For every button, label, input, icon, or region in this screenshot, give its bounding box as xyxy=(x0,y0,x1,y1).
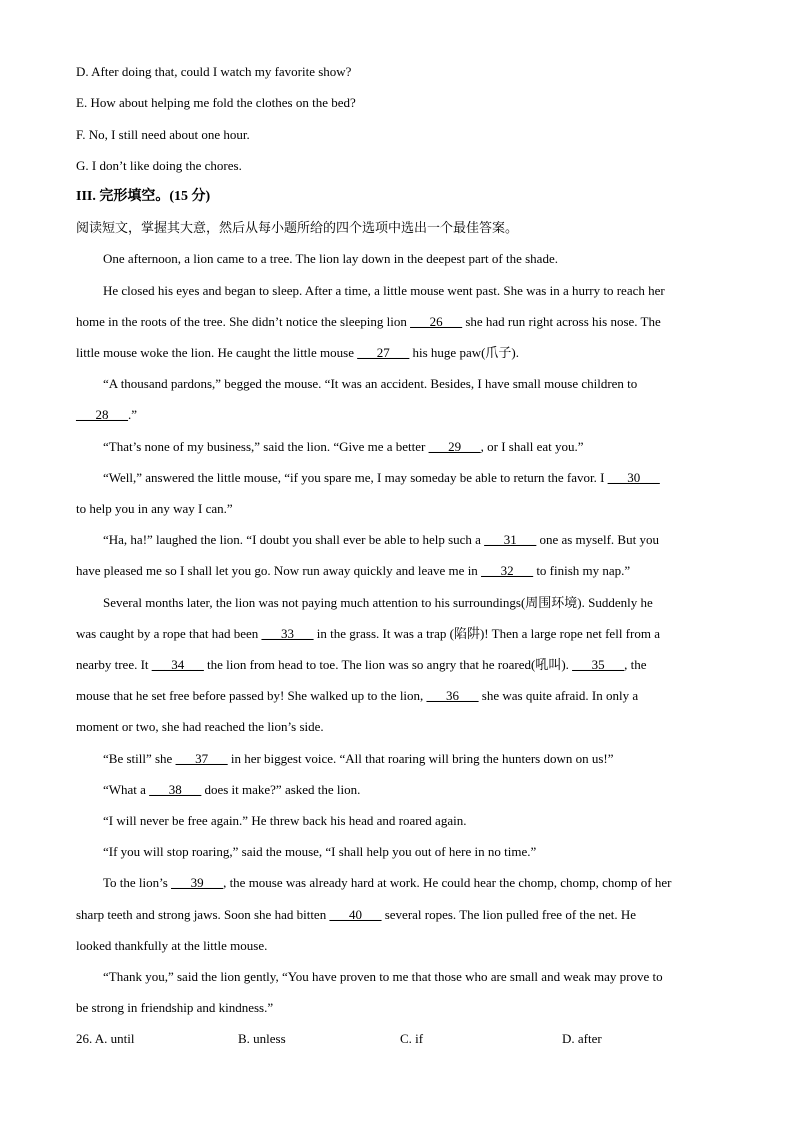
passage-line xyxy=(76,906,636,924)
passage-text: one as myself. But you xyxy=(536,532,659,547)
option-d: D. After doing that, could I watch my favorite show? xyxy=(76,64,352,79)
blank-31: ___31___ xyxy=(484,532,537,547)
blank-29: ___29___ xyxy=(428,439,481,454)
passage-text: in the grass. It was a trap (陷阱)! Then a large rope net fell from a xyxy=(313,626,660,641)
passage-line xyxy=(103,750,614,768)
passage-text: she had run right across his nose. The xyxy=(462,314,661,329)
blank-35: ___35___ xyxy=(572,657,625,672)
passage-text: several ropes. The lion pulled free of the net. He xyxy=(381,907,637,922)
passage-text: nearby tree. It xyxy=(76,657,152,672)
blank-39: ___39___ xyxy=(171,875,224,890)
passage-line: One afternoon, a lion came to a tree. The lion lay down in the deepest part of the shade. xyxy=(103,251,558,266)
passage-line: Several months later, the lion was not paying much attention to his surroundings(周围环境). Suddenly he xyxy=(103,595,653,610)
passage-line: “I will never be free again.” He threw back his head and roared again. xyxy=(103,813,467,828)
passage-line: moment or two, she had reached the lion’s side. xyxy=(76,719,324,734)
passage-line: “Thank you,” said the lion gently, “You have proven to me that those who are small and weak may prove to xyxy=(103,969,663,984)
passage-line: looked thankfully at the little mouse. xyxy=(76,938,268,953)
blank-30: ___30___ xyxy=(607,470,660,485)
blank-33: ___33___ xyxy=(261,626,314,641)
passage-text: mouse that he set free before passed by! She walked up to the lion, xyxy=(76,688,427,703)
passage-line xyxy=(76,656,647,674)
q26-option-b: B. unless xyxy=(238,1031,286,1046)
passage-text: little mouse woke the lion. He caught the little mouse xyxy=(76,345,358,360)
passage-line xyxy=(76,562,630,580)
blank-38: ___38___ xyxy=(149,782,202,797)
option-e: E. How about helping me fold the clothes on the bed? xyxy=(76,95,356,110)
option-f: F. No, I still need about one hour. xyxy=(76,127,250,142)
passage-text: “Be still” she xyxy=(103,751,176,766)
blank-40: ___40___ xyxy=(329,907,382,922)
passage-text: in her biggest voice. “All that roaring will bring the hunters down on us!” xyxy=(227,751,614,766)
q26-option-a: 26. A. until xyxy=(76,1031,135,1046)
passage-text: the lion from head to toe. The lion was so angry that he roared(吼叫). xyxy=(203,657,573,672)
passage-text: to finish my nap.” xyxy=(533,563,631,578)
passage-line xyxy=(103,469,660,487)
passage-text: his huge paw(爪子). xyxy=(409,345,520,360)
passage-line: He closed his eyes and began to sleep. After a time, a little mouse went past. She was in a hurry to reach her xyxy=(103,283,665,298)
passage-line xyxy=(103,531,659,549)
passage-text: she was quite afraid. In only a xyxy=(478,688,639,703)
passage-text: “Ha, ha!” laughed the lion. “I doubt you shall ever be able to help such a xyxy=(103,532,485,547)
passage-line: to help you in any way I can.” xyxy=(76,501,233,516)
passage-line xyxy=(103,438,584,456)
passage-line xyxy=(76,625,660,643)
passage-text: was caught by a rope that had been xyxy=(76,626,262,641)
blank-34: ___34___ xyxy=(151,657,204,672)
passage-text: , the mouse was already hard at work. He could hear the chomp, chomp, chomp of her xyxy=(223,875,672,890)
passage-text: “Well,” answered the little mouse, “if you spare me, I may someday be able to return the favor. I xyxy=(103,470,608,485)
passage-text: “What a xyxy=(103,782,150,797)
passage-line: “A thousand pardons,” begged the mouse. “It was an accident. Besides, I have small mouse children to xyxy=(103,376,638,391)
passage-line: “If you will stop roaring,” said the mouse, “I shall help you out of here in no time.” xyxy=(103,844,537,859)
passage-text: home in the roots of the tree. She didn’t notice the sleeping lion xyxy=(76,314,411,329)
passage-line xyxy=(103,781,360,799)
blank-27: ___27___ xyxy=(357,345,410,360)
passage-text: , or I shall eat you.” xyxy=(480,439,584,454)
passage-line xyxy=(76,687,638,705)
passage-line xyxy=(76,344,519,362)
blank-37: ___37___ xyxy=(175,751,228,766)
passage-text: To the lion’s xyxy=(103,875,172,890)
blank-36: ___36___ xyxy=(426,688,479,703)
passage-text: .” xyxy=(128,407,138,422)
q26-option-c: C. if xyxy=(400,1031,424,1046)
option-g: G. I don’t like doing the chores. xyxy=(76,158,242,173)
passage-line xyxy=(76,406,137,424)
blank-32: ___32___ xyxy=(481,563,534,578)
passage-text: have pleased me so I shall let you go. Now run away quickly and leave me in xyxy=(76,563,482,578)
passage-text: “That’s none of my business,” said the lion. “Give me a better xyxy=(103,439,429,454)
section-heading: III. 完形填空。(15 分) xyxy=(76,189,211,204)
passage-line xyxy=(76,313,661,331)
passage-text: does it make?” asked the lion. xyxy=(201,782,361,797)
passage-text: sharp teeth and strong jaws. Soon she had bitten xyxy=(76,907,330,922)
blank-26: ___26___ xyxy=(410,314,463,329)
passage-line xyxy=(103,874,671,892)
passage-line: be strong in friendship and kindness.” xyxy=(76,1000,274,1015)
section-instruction: 阅读短文，掌握其大意，然后从每小题所给的四个选项中选出一个最佳答案。 xyxy=(76,220,519,235)
q26-option-d: D. after xyxy=(562,1031,602,1046)
passage-text: , the xyxy=(624,657,647,672)
blank-28: ___28___ xyxy=(76,407,128,422)
